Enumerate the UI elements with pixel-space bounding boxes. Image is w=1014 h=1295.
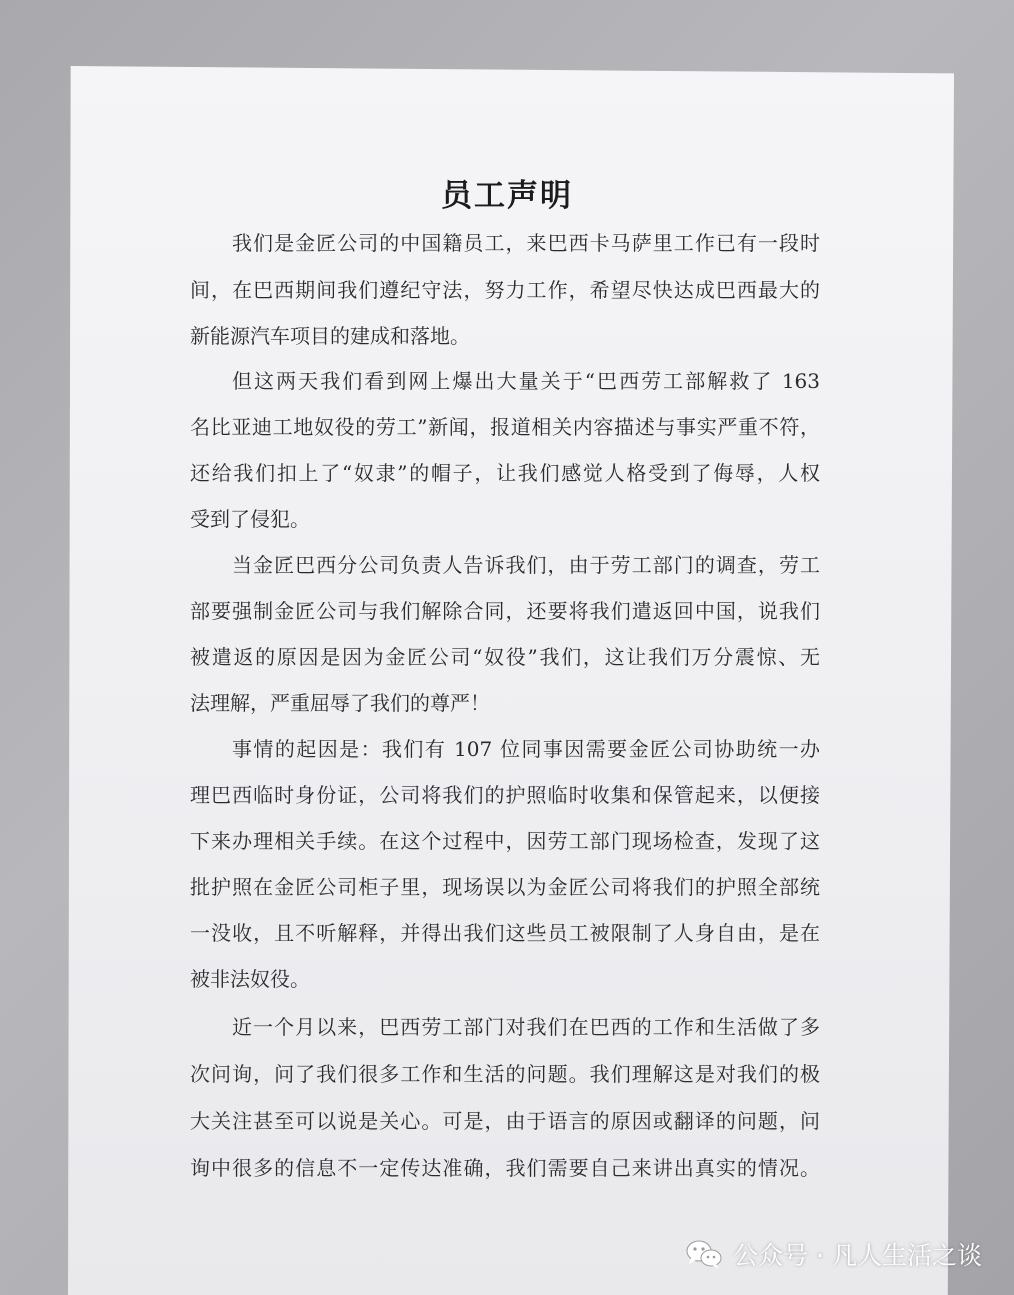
- text-line: 一没收，且不听解释，并得出我们这些员工被限制了人身自由，是在: [190, 921, 820, 945]
- text-line: 批护照在金匠公司柜子里，现场误以为金匠公司将我们的护照全部统: [190, 875, 820, 899]
- text-line: 部要强制金匠公司与我们解除合同，还要将我们遣返回中国，说我们: [190, 599, 820, 623]
- text-line: 还给我们扣上了“奴隶”的帽子，让我们感觉人格受到了侮辱，人权: [190, 461, 820, 485]
- text-line: 下来办理相关手续。在这个过程中，因劳工部门现场检查，发现了这: [190, 829, 820, 853]
- text-line: 但这两天我们看到网上爆出大量关于“巴西劳工部解救了 163: [232, 369, 820, 393]
- text-line: 我们是金匠公司的中国籍员工，来巴西卡马萨里工作已有一段时: [232, 231, 820, 255]
- text-line: 被遣返的原因是因为金匠公司“奴役”我们，这让我们万分震惊、无: [190, 645, 820, 669]
- text-line: 名比亚迪工地奴役的劳工”新闻，报道相关内容描述与事实严重不符，: [190, 415, 820, 439]
- text-line: 理巴西临时身份证，公司将我们的护照临时收集和保管起来，以便接: [190, 783, 820, 807]
- text-line: 法理解，严重屈辱了我们的尊严！: [190, 691, 490, 715]
- text-line: 被非法奴役。: [190, 967, 310, 991]
- text-line: 询中很多的信息不一定传达准确，我们需要自己来讲出真实的情况。: [190, 1156, 820, 1180]
- text-line: 事情的起因是：我们有 107 位同事因需要金匠公司协助统一办: [232, 737, 820, 761]
- text-line: 当金匠巴西分公司负责人告诉我们，由于劳工部门的调查，劳工: [232, 553, 820, 577]
- text-line: 受到了侵犯。: [190, 507, 310, 531]
- text-line: 间，在巴西期间我们遵纪守法，努力工作，希望尽快达成巴西最大的: [190, 278, 820, 302]
- text-line: 近一个月以来，巴西劳工部门对我们在巴西的工作和生活做了多: [232, 1015, 820, 1039]
- wechat-icon: [685, 1238, 723, 1270]
- text-line: 新能源汽车项目的建成和落地。: [190, 324, 470, 348]
- watermark: [685, 1236, 982, 1272]
- text-line: 大关注甚至可以说是关心。可是，由于语言的原因或翻译的问题，问: [190, 1109, 820, 1133]
- watermark-text: 公众号 · 凡人生活之谈: [733, 1241, 982, 1270]
- document-title: 员工声明: [441, 178, 573, 214]
- text-line: 次问询，问了我们很多工作和生活的问题。我们理解这是对我们的极: [190, 1062, 820, 1086]
